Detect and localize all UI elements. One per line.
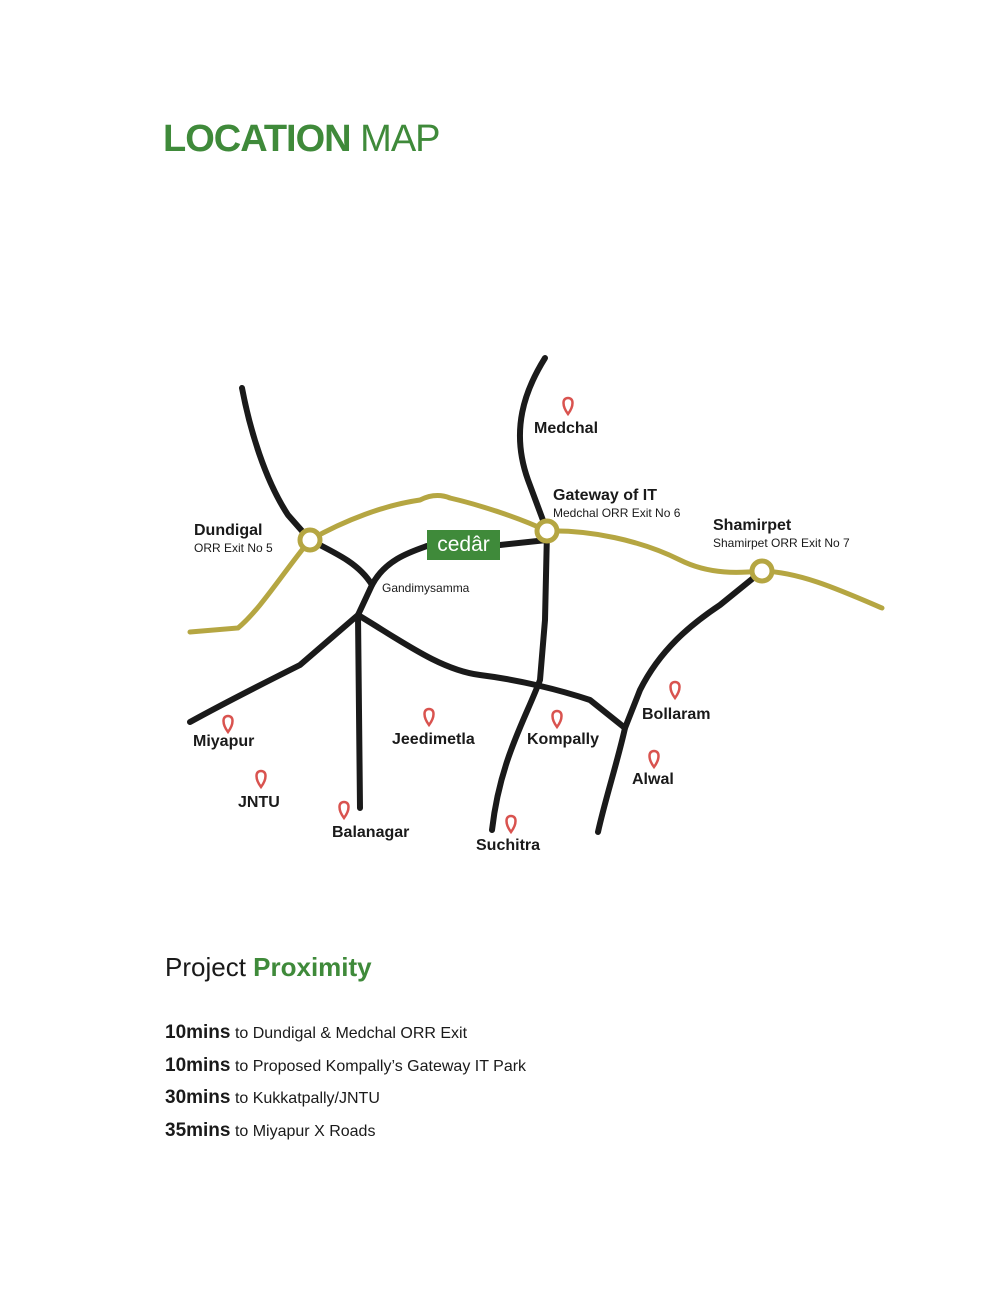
title-light: MAP — [360, 118, 440, 160]
proximity-title-plain: Project — [165, 952, 246, 982]
map-pin-icon — [553, 711, 562, 727]
map-pin-icon — [564, 398, 573, 414]
proximity-title — [165, 952, 372, 983]
road-dundigal-gandimysamma — [310, 540, 372, 615]
place-balanagar: Balanagar — [332, 824, 410, 841]
map-pin-icon — [650, 751, 659, 767]
place-alwal: Alwal — [632, 771, 674, 788]
place-kompally: Kompally — [527, 731, 600, 748]
orr-road — [190, 496, 882, 632]
road-dundigal-north — [242, 388, 310, 540]
place-jntu: JNTU — [238, 794, 280, 811]
junction-dundigal-sub: ORR Exit No 5 — [194, 541, 273, 555]
proximity-text: to Kukkatpally/JNTU — [234, 1090, 380, 1107]
map-pin-icon — [257, 771, 266, 787]
proximity-item — [165, 1120, 526, 1153]
junction-dundigal: Dundigal — [194, 522, 263, 539]
place-suchitra: Suchitra — [476, 837, 541, 854]
proximity-item — [165, 1087, 526, 1120]
place-jeedimetla: Jeedimetla — [392, 731, 475, 748]
map-pin-icon — [224, 716, 233, 732]
proximity-list — [165, 1022, 526, 1152]
proximity-title-bold: Proximity — [253, 952, 372, 982]
title-bold: LOCATION — [163, 118, 351, 160]
map-pin-icon — [507, 816, 516, 832]
junction-gateway-sub: Medchal ORR Exit No 6 — [553, 506, 681, 520]
proximity-item — [165, 1022, 526, 1055]
project-marker: cedâr — [427, 530, 500, 560]
orr-exit-icon — [300, 521, 772, 581]
junction-gateway: Gateway of IT — [553, 487, 658, 504]
place-bollaram: Bollaram — [642, 706, 711, 723]
road-balanagar — [358, 615, 360, 808]
place-miyapur: Miyapur — [193, 733, 255, 750]
proximity-time: 35mins — [165, 1119, 231, 1141]
proximity-time: 10mins — [165, 1022, 231, 1043]
road-alwal — [598, 571, 762, 832]
proximity-time: 10mins — [165, 1054, 231, 1076]
proximity-item — [165, 1055, 526, 1088]
map-pin-icon — [340, 802, 349, 818]
map-pin-icon — [425, 709, 434, 725]
road-kompally-east — [358, 615, 625, 728]
junction-shamirpet-sub: Shamirpet ORR Exit No 7 — [713, 536, 850, 550]
proximity-time: 30mins — [165, 1087, 231, 1108]
proximity-text: to Miyapur X Roads — [234, 1122, 376, 1140]
proximity-text: to Dundigal & Medchal ORR Exit — [234, 1025, 468, 1042]
place-medchal: Medchal — [534, 420, 599, 437]
junction-shamirpet: Shamirpet — [713, 517, 792, 534]
map-pin-icon — [671, 682, 680, 698]
proximity-text: to Proposed Kompally’s Gateway IT Park — [234, 1057, 527, 1075]
area-gandimysamma: Gandimysamma — [382, 581, 470, 595]
